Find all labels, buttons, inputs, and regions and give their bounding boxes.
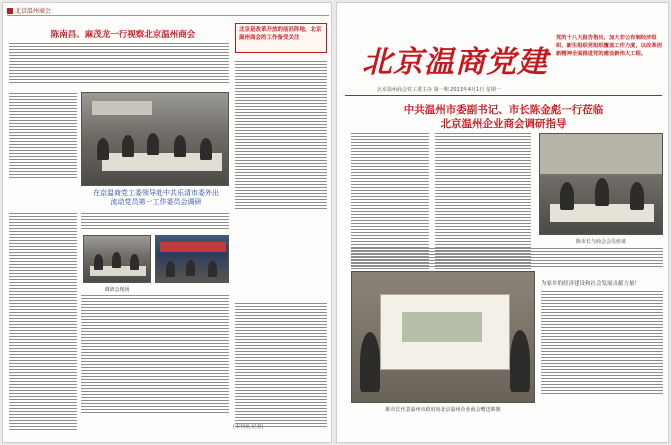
- slogan-box: [553, 31, 665, 87]
- right-body-text-3: [351, 248, 663, 269]
- right-bottom-photo-caption: 陈市长代表温州市政府向北京温州企业商会赠送锦旗: [385, 407, 501, 413]
- right-page: [336, 2, 669, 443]
- right-bottom-photo: [351, 271, 535, 403]
- right-top-photo: [539, 133, 663, 235]
- left-page: [2, 2, 332, 443]
- left-body-text-4: [81, 213, 229, 231]
- left-header-label: 北京温州商会: [15, 8, 52, 15]
- left-photo-caption-line-2: 流动党员第一工作委员会调研: [110, 198, 202, 207]
- left-sidebar-box: [235, 23, 327, 53]
- left-body-text-2: [9, 93, 77, 180]
- right-body-text-4: [541, 291, 663, 396]
- left-page-header: [7, 6, 51, 15]
- left-sidebar-column: [235, 61, 327, 211]
- slogan-text: 党的十八大报告指出，加大非公有制经济组织、新生组织党组织覆盖工作力度，以改革创新精神全面推进党的建设新伟大工程。: [556, 35, 662, 58]
- left-sidebar-column-2: [235, 303, 327, 429]
- left-top-rule: [7, 15, 329, 16]
- issue-line: 北京温州商会党工委主办 第一期 2013年4月1日 星期一: [377, 87, 501, 93]
- left-small-photo: [83, 235, 151, 283]
- left-sidebar-text: 北京是改革开放的前沿阵地，北京温州商会的工作备受关注: [239, 27, 322, 41]
- right-top-photo-caption: 陈市长与商会会员座谈: [575, 239, 626, 245]
- left-byline: (本刊讯 记者): [233, 424, 264, 430]
- left-banner-photo: [155, 235, 229, 283]
- left-body-text-5: [81, 295, 229, 415]
- left-body-text-1: [9, 43, 229, 85]
- right-headline-line-1: 中共温州市委副书记、市长陈金彪一行莅临: [403, 104, 604, 116]
- masthead-title: 北京温商党建: [362, 45, 548, 80]
- right-closing-text: 为家乡的经济建设和社会发展贡献力量！: [541, 281, 641, 287]
- left-photo-caption: [81, 189, 231, 207]
- masthead: [355, 33, 555, 85]
- right-headline: [345, 103, 662, 131]
- header-logo-icon: [7, 8, 13, 14]
- left-meeting-photo: [81, 92, 229, 186]
- right-headline-line-2: 北京温州企业商会调研指导: [440, 118, 567, 131]
- left-headline: 陈南昌、麻茂龙一行视察北京温州商会: [50, 30, 196, 40]
- masthead-rule: [345, 95, 662, 96]
- left-small-photo-caption: 调研会现场: [104, 287, 130, 293]
- left-body-text-3: [9, 213, 77, 432]
- left-photo-caption-line-1: 在京温商党工委领导赴中共乐清市委外出: [93, 189, 219, 197]
